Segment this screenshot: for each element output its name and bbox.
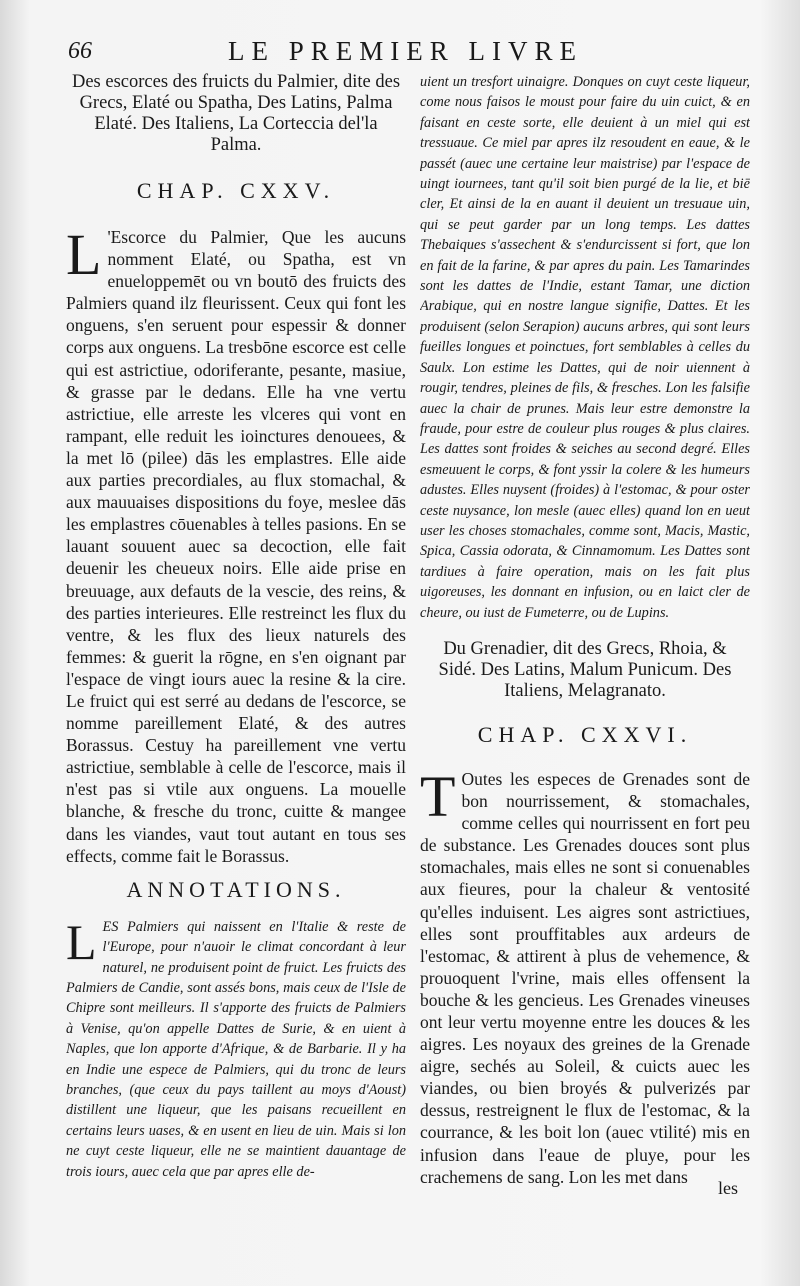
- annotations-continued: uient un tresfort uinaigre. Donques on cuyt ceste liqueur, come nous faisos le moust pour faire du uin cuict, & en faisant en ceste sorte, elle deuient à un miel qui est tressuaue. Ce miel par apres ilz resoudent en eaue, & le passét (auec une certaine leur maistrise) par l'espace de uingt iournees, tant qu'il soit bien purgé de la lie, et biē cler, Et ainsi de la en auant il deuient un tresuaue uin, qui se peut garder par un long temps. Les dattes Thebaiques s'assechent & s'endurcissent si fort, que lon en fait de la farine, & par apres du pain. Les Tamarindes sont les dattes de l'Indie, estant Tamar, une diction Arabique, qui en nostre langue signifie, Dattes. Et les produisent (selon Serapion) aucuns arbres, qui sont leurs fueilles longues et poinctues, fort semblables à celles du Saulx. Lon estime les Dattes, qui de noir uiennent à rougir, tendres, pleines de fils, & fresches. Lon les falsifie auec la chair de prunes. Mais leur estre demonstre la fraude, pour estre de couleur plus rouges & plus claires. Les dattes sont froides & seiches au second degré. Elles esmeuuent le corps, & font yssir la colere & les humeurs adustes. Elles nuysent (froides) à l'estomac, & pour oster ceste nuysance, lon mesle (auec elles) quand lon en ueut user les choses stomachales, comme sont, Macis, Mastic, Spica, Cassia odorata, & Cinnamomum. Les Dattes sont tardiues à faire operation, mais on les fait plus uigoreuses, les donnant en infusion, ou en laict cler de cheure, ou iust de Fumeterre, ou de Lupins.: [420, 74, 750, 621]
- running-title: LE PREMIER LIVRE: [228, 36, 583, 66]
- page-number: 66: [68, 38, 92, 64]
- chapter-text-cxxv: 'Escorce du Palmier, Que les aucuns nomment Elaté, ou Spatha, est vn enueloppemēt ou vn boutō des fruicts des Palmiers quand ilz fleurissent. Ceux qui font les onguens, s'en seruent pour espessir & donner corps aux onguens. La tresbōne escorce est celle qui est astrictiue, odoriferante, pesante, masiue, & grasse par le dedans. Elle ha vne vertu astrictiue, elle arreste les vlceres qui vont en rampant, elle reduit les ioinctures denouees, & la met lō (pilee) dās les emplastres. Elle aide aux parties precordiales, au flux stomachal, & aux mauuaises dispositions du foye, meslee dās les emplastres cōuenables à telles pasions. En se lauant souuent auec sa decoction, elle fait deuenir les cheueux noirs. Elle aide prise en breuuage, aux defauts de la vescie, des reins, & des parties interieures. Elle restreinct les flux du ventre, & les flux des lieux naturels des femmes: & guerit la rōgne, en s'en oignant par l'espace de vingt iours auec la resine & la cire. Le fruict qui est serré au dedans de l'escorce, se nomme pareillement Elaté, & des autres Borassus. Cestuy ha pareillement vne vertu astrictiue, semblable à celle de l'escorce, mais il n'est pas si vtile aux onguens. La mouelle blanche, & fresche du tronc, cuitte & mangee dans les viandes, vaut tout autant en tous ses effects, comme fait le Borassus.: [66, 227, 406, 866]
- section-title-palmier: Des escorces des fruicts du Palmier, dite des Grecs, Elaté ou Spatha, Des Latins, Palma Elaté. Des Italiens, La Corteccia del'la Palma.: [71, 72, 401, 155]
- annotations-heading: ANNOTATIONS.: [126, 876, 346, 902]
- section-title-grenadier: Du Grenadier, dit des Grecs, Rhoia, & Sidé. Des Latins, Malum Punicum. Des Italiens, Melagranato.: [438, 638, 732, 701]
- drop-cap-annotations: L: [66, 913, 97, 970]
- chapter-text-cxxvi: Outes les especes de Grenades sont de bon nourrissement, & stomachales, comme celles qui nourrissent en fort peu de substance. Les Grenades douces sont plus stomachales, mais elles ne sont si conuenables aux fieures, pour la chaleur & ventosité qu'elles induisent. Les aigres sont astrictiues, elles sont prouffitables aux ardeurs de l'estomac, & attirent à plus de vehemence, & prouoquent l'vrine, mais elles offensent la bouche & les gencieus. Les Grenades vineuses ont leur vertu moyenne entre les douces & les aigres. Les noyaux des greines de la Grenade aigre, sechés au Soleil, & cuicts auec les viandes, ou bien broyés & pulverizés par dessus, restreignent le flux de l'estomac, & la courrance, & les boit lon (auec vtilité) mis en infusion dans l'eaue de pluye, pour les crachemens de sang. Lon les met dans: [420, 768, 750, 1187]
- right-column: [420, 72, 750, 1212]
- annotations-text: ES Palmiers qui naissent en l'Italie & reste de l'Europe, pour n'auoir le climat concordant à leur naturel, ne produisent point de fruict. Les fruicts des Palmiers de Candie, sont assés bons, mais ceux de l'Isle de Chipre sont meilleurs. Il s'apporte des fruicts de Palmiers à Venise, qu'on appelle Dattes de Surie, & en uient à Naples, que lon apporte d'Afrique, & de Barbarie. Il y ha en Indie une espece de Palmiers, qui du tronc de leurs branches, (que ceux du pays taillent au moys d'Aoust) distillent une liqueur, que les paisans recueillent en certains leurs uases, & en usent en lieu de uin. Mais si lon ne cuyt ceste liqueur, elle ne se maintient dauantage de trois iours, auec cela que par apres elle de-: [66, 918, 406, 1180]
- left-column: [66, 72, 406, 1212]
- annotations-block: [66, 913, 406, 1182]
- chapter-body-cxxvi: [420, 763, 750, 1188]
- page-header: [68, 34, 758, 70]
- catchword: les: [718, 1178, 738, 1198]
- drop-cap-t: T: [420, 763, 456, 829]
- chapter-body-cxxv: [66, 222, 406, 867]
- drop-cap-l: L: [66, 222, 102, 287]
- chapter-heading-cxxvi: CHAP. CXXVI.: [477, 721, 693, 747]
- chapter-heading-cxxv: CHAP. CXXV.: [136, 178, 336, 203]
